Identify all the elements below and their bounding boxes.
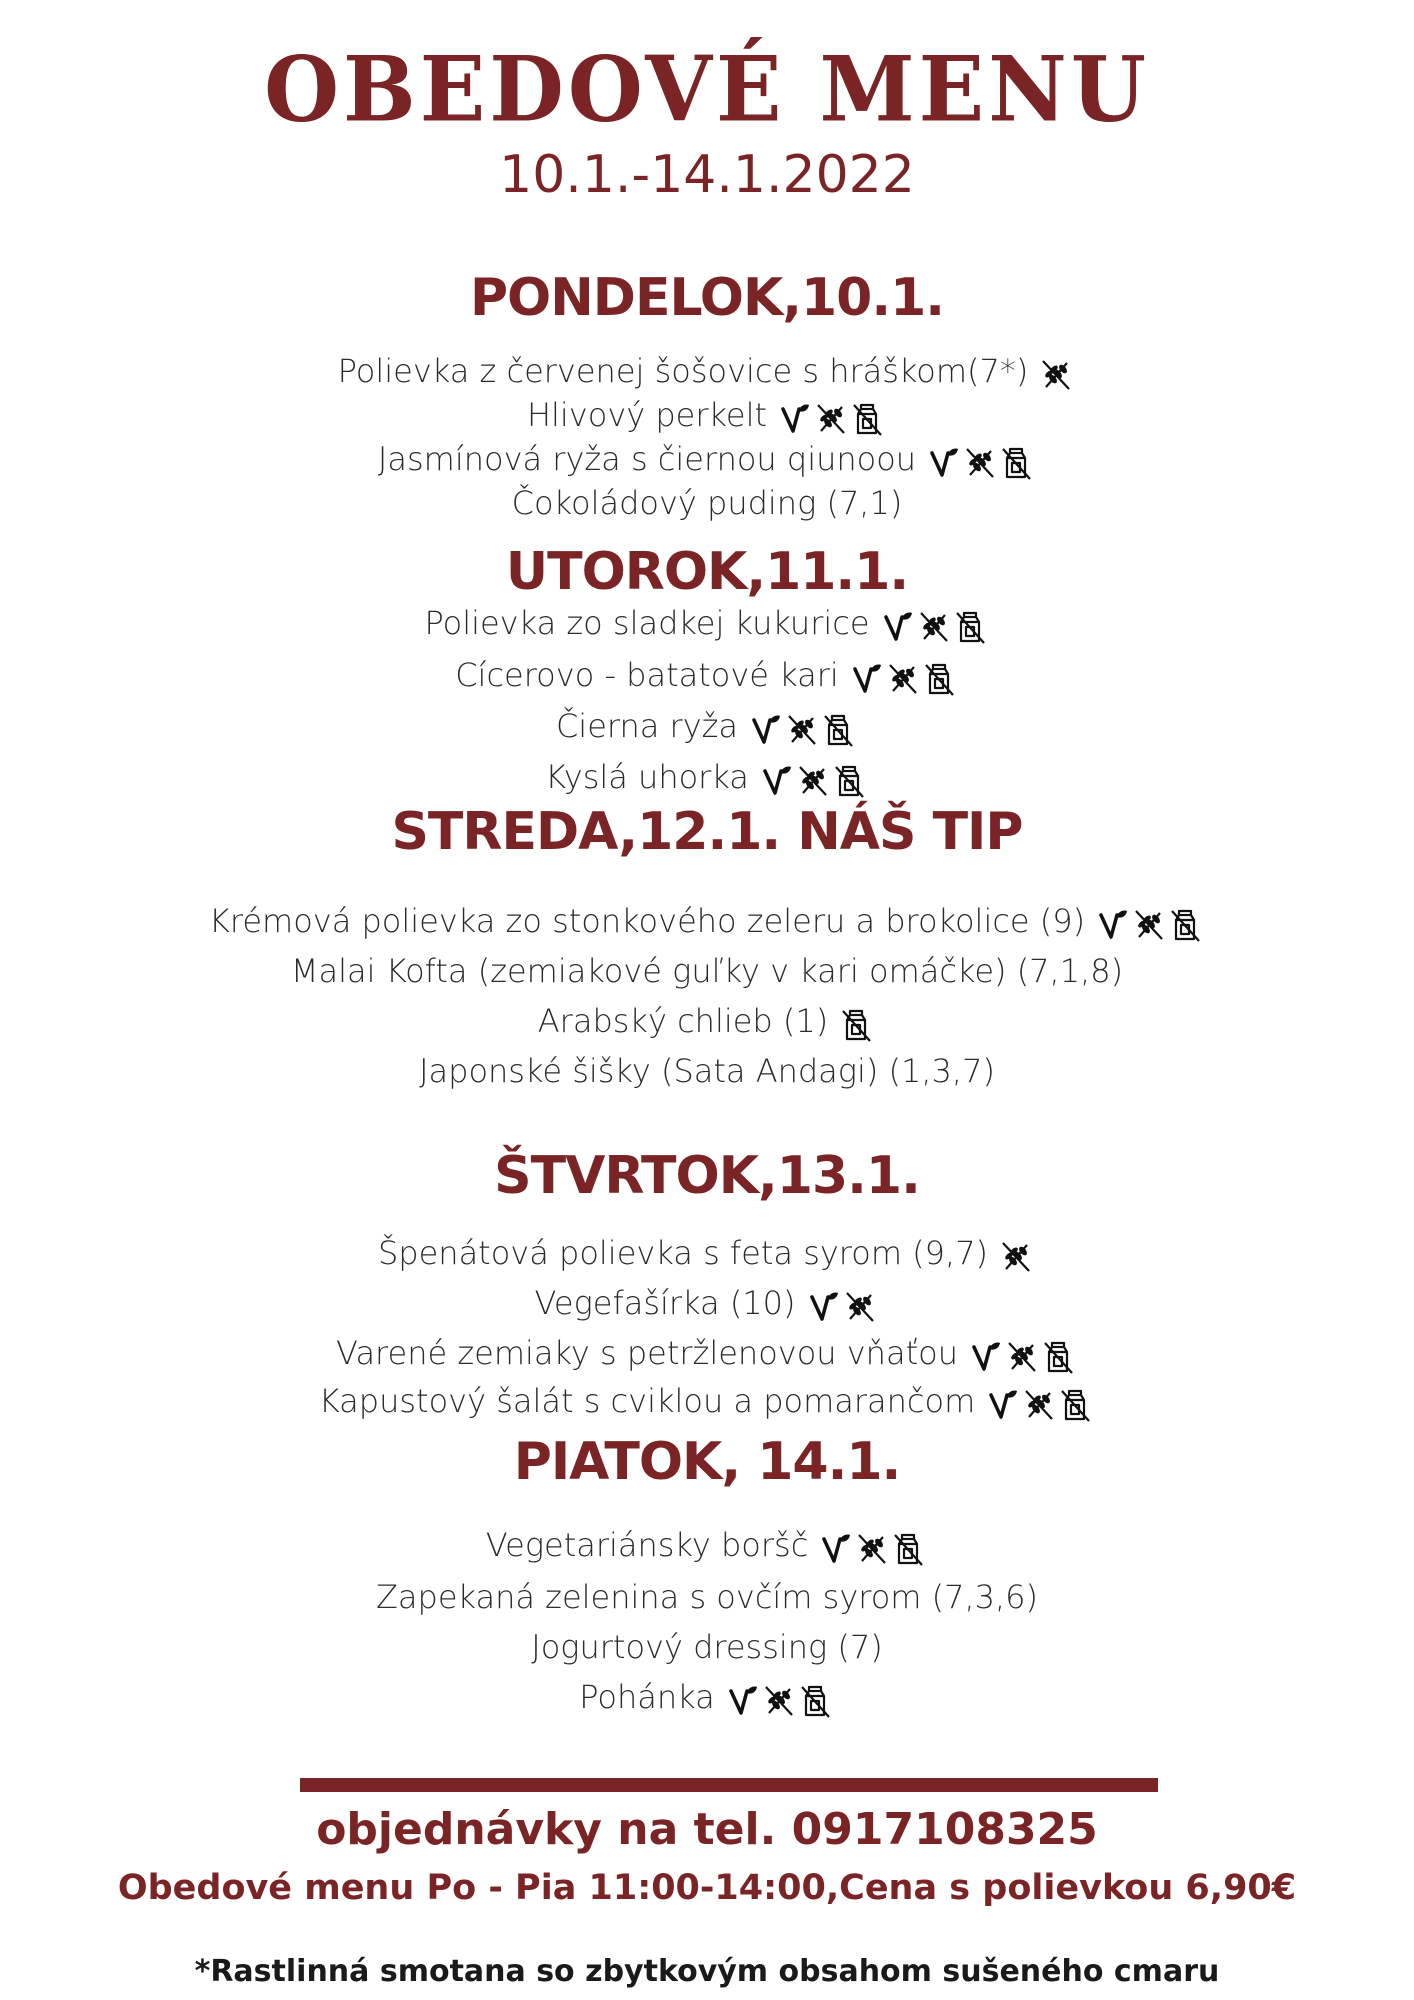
menu-item: Arabský chlieb (1)	[0, 998, 1414, 1046]
gluten-free-icon	[887, 661, 919, 697]
vegan-icon	[851, 661, 883, 697]
gluten-free-icon	[964, 445, 996, 481]
gluten-free-icon	[763, 1683, 795, 1719]
vegan-icon	[1097, 907, 1129, 943]
lactose-free-icon	[851, 401, 883, 437]
gluten-free-icon	[797, 763, 829, 799]
menu-item: Krémová polievka zo stonkového zeleru a brokolice (9)	[0, 898, 1414, 946]
menu-item: Zapekaná zelenina s ovčím syrom (7,3,6)	[375, 1578, 1039, 1616]
menu-item: Kapustový šalát s cviklou a pomarančom	[0, 1378, 1414, 1426]
divider-bar	[300, 1778, 1158, 1792]
menu-item: Špenátová polievka s feta syrom (9,7)	[0, 1230, 1414, 1278]
gluten-free-icon	[844, 1289, 876, 1325]
day-heading-tuesday: UTOROK,11.1.	[505, 542, 909, 602]
gluten-free-icon	[856, 1531, 888, 1567]
vegan-icon	[750, 712, 782, 748]
menu-item: Malai Kofta (zemiakové guľky v kari omáčke) (7,1,8)	[290, 952, 1124, 990]
vegan-icon	[970, 1339, 1002, 1375]
date-range: 10.1.-14.1.2022	[499, 145, 915, 205]
lactose-free-icon	[1059, 1387, 1091, 1423]
vegan-icon	[761, 763, 793, 799]
lactose-free-icon	[923, 661, 955, 697]
hours-and-price: Obedové menu Po - Pia 11:00-14:00,Cena s polievkou 6,90€	[117, 1868, 1297, 1908]
menu-item: Vegefašírka (10)	[0, 1280, 1414, 1328]
menu-item: Cícerovo - batatové kari	[0, 652, 1414, 700]
menu-item: Varené zemiaky s petržlenovou vňaťou	[0, 1330, 1414, 1378]
menu-item: Pohánka	[0, 1674, 1414, 1722]
menu-item: Jasmínová ryža s čiernou qiunoou	[0, 436, 1414, 484]
vegan-icon	[820, 1531, 852, 1567]
menu-title: OBEDOVÉ MENU	[264, 36, 1150, 143]
menu-item: Čierna ryža	[0, 703, 1414, 751]
menu-item: Polievka zo sladkej kukurice	[0, 600, 1414, 648]
gluten-free-icon	[815, 401, 847, 437]
menu-item: Polievka z červenej šošovice s hráškom(7*)	[0, 348, 1414, 396]
lactose-free-icon	[1000, 445, 1032, 481]
vegan-icon	[779, 401, 811, 437]
vegan-icon	[882, 609, 914, 645]
day-heading-thursday: ŠTVRTOK,13.1.	[494, 1146, 920, 1206]
menu-item: Japonské šišky (Sata Andagi) (1,3,7)	[419, 1052, 995, 1090]
lactose-free-icon	[1169, 907, 1201, 943]
gluten-free-icon	[1006, 1339, 1038, 1375]
vegan-icon	[987, 1387, 1019, 1423]
gluten-free-icon	[1133, 907, 1165, 943]
order-phone: objednávky na tel. 0917108325	[316, 1804, 1098, 1855]
day-heading-friday: PIATOK, 14.1.	[513, 1432, 901, 1492]
lactose-free-icon	[833, 763, 865, 799]
lactose-free-icon	[1042, 1339, 1074, 1375]
day-heading-wednesday: STREDA,12.1. NÁŠ TIP	[391, 802, 1023, 862]
vegan-icon	[808, 1289, 840, 1325]
gluten-free-icon	[786, 712, 818, 748]
lactose-free-icon	[954, 609, 986, 645]
footnote: *Rastlinná smotana so zbytkovým obsahom sušeného cmaru	[194, 1954, 1220, 1989]
gluten-free-icon	[918, 609, 950, 645]
vegan-icon	[928, 445, 960, 481]
menu-item: Hlivový perkelt	[0, 392, 1414, 440]
lactose-free-icon	[799, 1683, 831, 1719]
menu-item: Jogurtový dressing (7)	[531, 1628, 883, 1666]
day-heading-monday: PONDELOK,10.1.	[469, 268, 945, 328]
gluten-free-icon	[1023, 1387, 1055, 1423]
menu-item: Kyslá uhorka	[0, 754, 1414, 802]
lactose-free-icon	[840, 1007, 872, 1043]
lactose-free-icon	[822, 712, 854, 748]
gluten-free-icon	[1000, 1239, 1032, 1275]
gluten-free-icon	[1040, 357, 1072, 393]
menu-item: Čokoládový puding (7,1)	[511, 484, 903, 522]
lactose-free-icon	[892, 1531, 924, 1567]
menu-item: Vegetariánsky boršč	[0, 1522, 1414, 1570]
vegan-icon	[727, 1683, 759, 1719]
